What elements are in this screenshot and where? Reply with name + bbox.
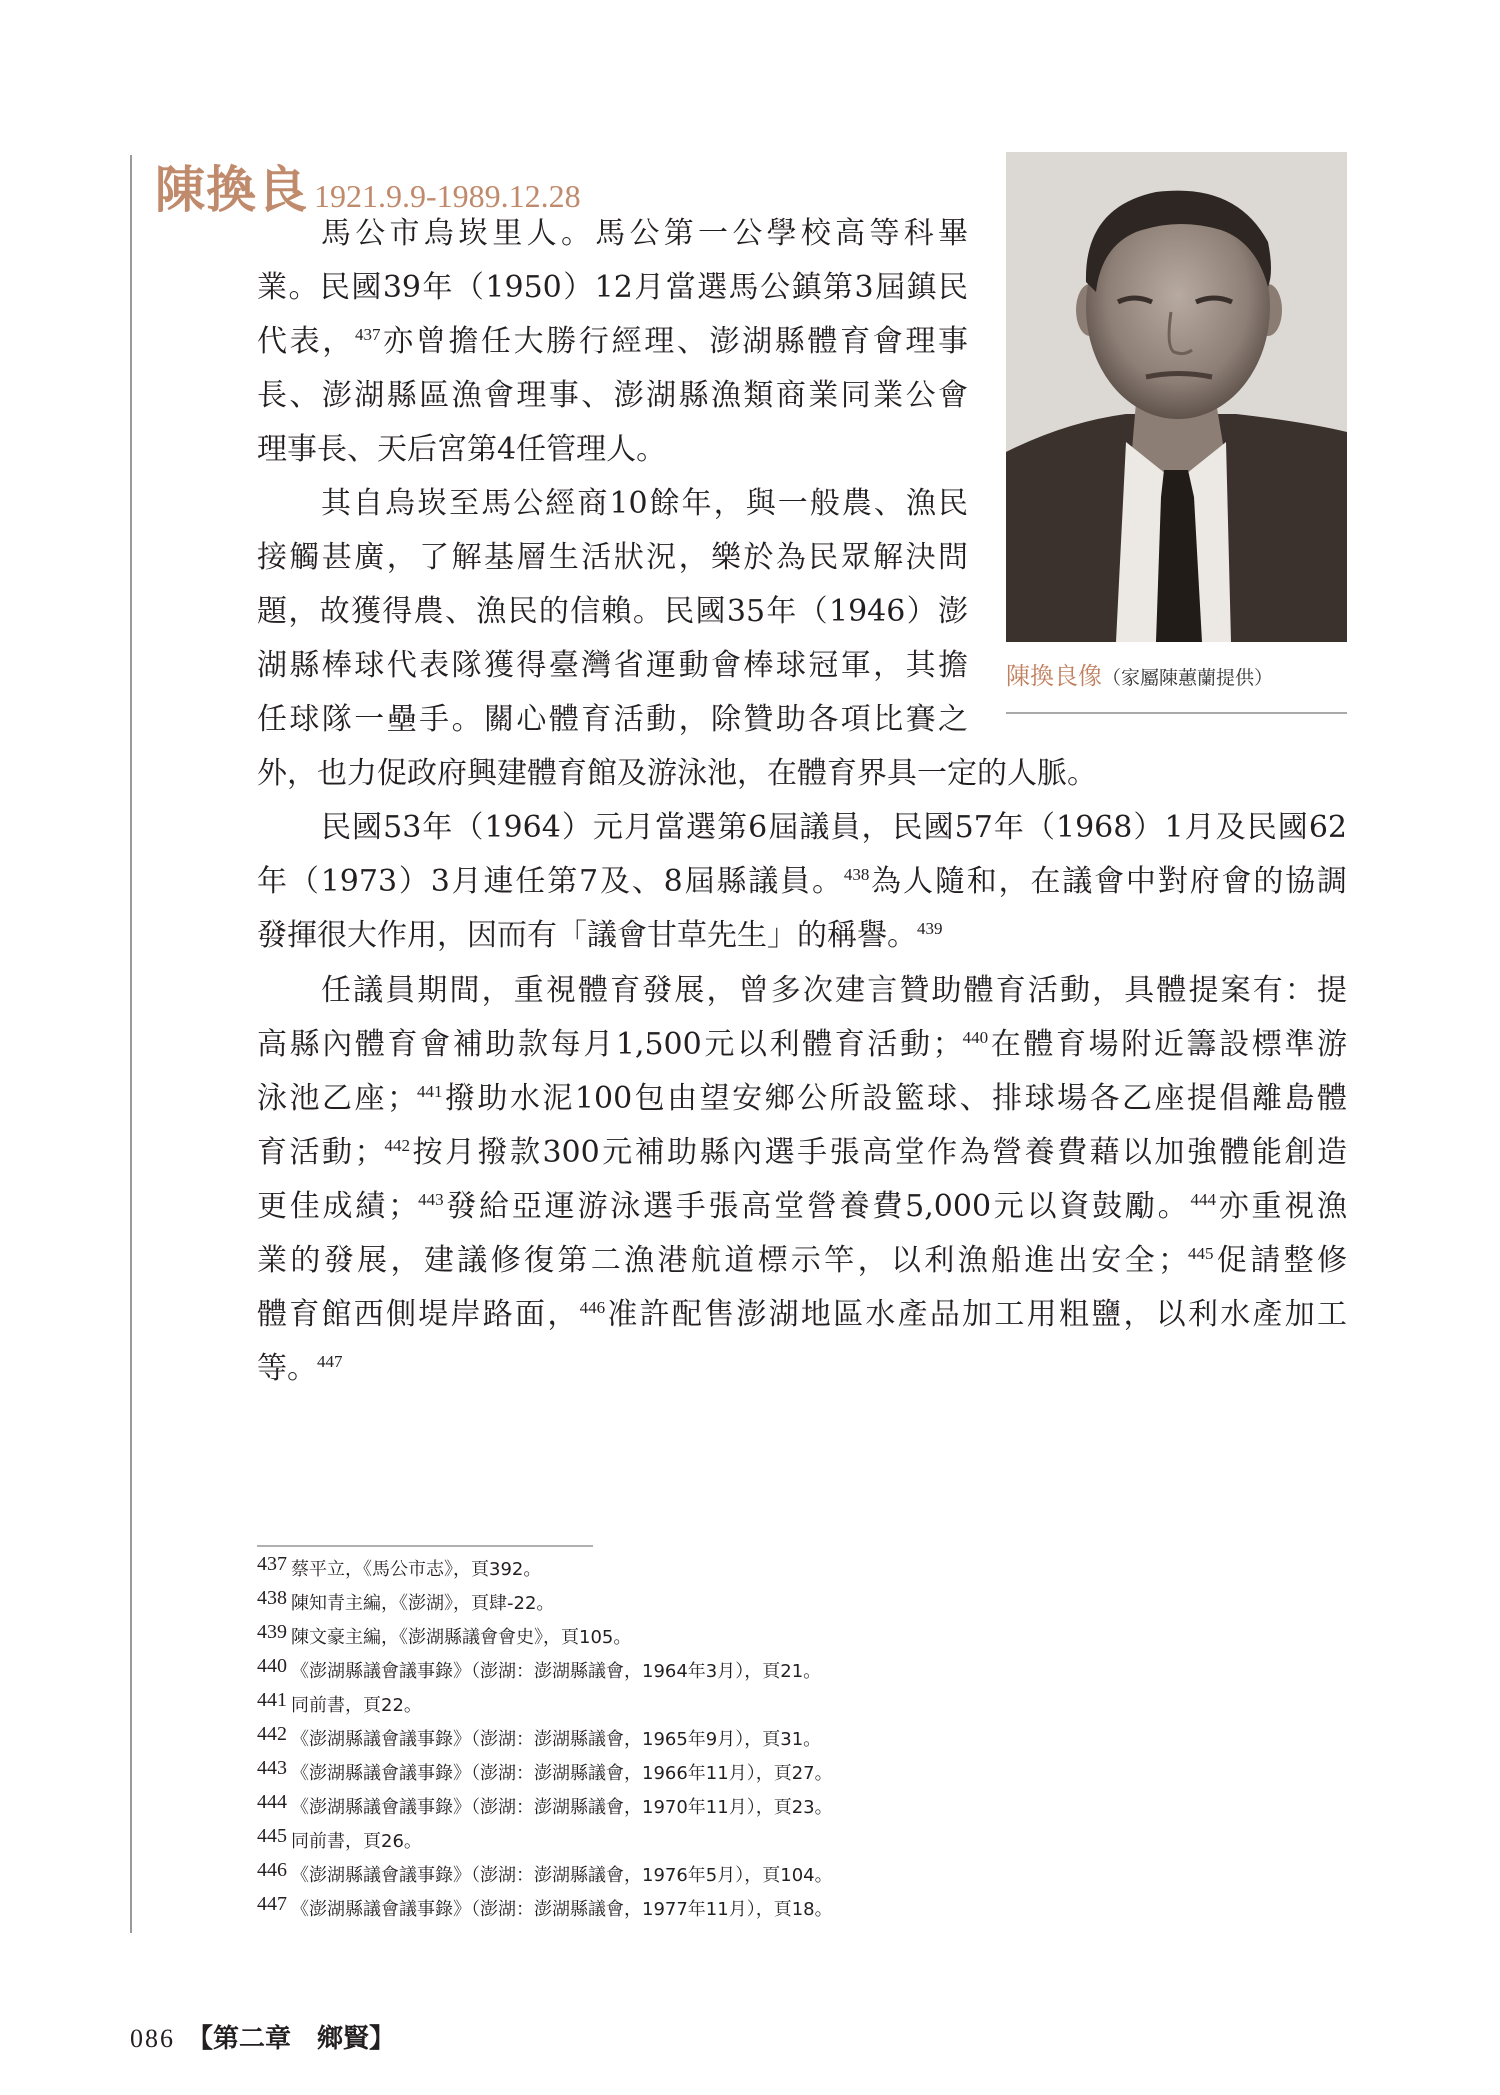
body-line [321, 216, 968, 252]
body-text: 理事長、天后宮第4任管理人。 [257, 432, 667, 467]
body-text: 代表， [257, 324, 355, 359]
footnote-ref: 446 [579, 1298, 606, 1317]
footnote-text: 《澎湖縣議會議事錄》（澎湖：澎湖縣議會，1964年3月），頁21。 [291, 1661, 822, 1682]
body-line [257, 432, 968, 468]
body-line [257, 540, 968, 576]
footnote [257, 1859, 833, 1889]
footnote-number: 439 [257, 1621, 287, 1643]
body-text: 等。 [257, 1351, 317, 1386]
footnote-ref: 438 [843, 865, 870, 884]
body-line [257, 1243, 1347, 1279]
entry-heading [155, 150, 581, 219]
footnote-text: 同前書，頁22。 [291, 1695, 422, 1716]
body-line [257, 1027, 1347, 1063]
body-text: 任議員期間，重視體育發展，曾多次建言贊助體育活動，具體提案有：提 [321, 973, 1347, 1008]
footnote-number: 438 [257, 1587, 287, 1609]
footnote [257, 1791, 833, 1821]
margin-rule [130, 155, 132, 1933]
footnote [257, 1689, 422, 1719]
footnote-text: 《澎湖縣議會議事錄》（澎湖：澎湖縣議會，1966年11月），頁27。 [291, 1763, 833, 1784]
caption-credit: （家屬陳蕙蘭提供） [1102, 667, 1274, 689]
life-dates: 1921.9.9-1989.12.28 [314, 178, 581, 214]
footnote-number: 441 [257, 1689, 287, 1711]
footnote-ref: 444 [1190, 1190, 1216, 1209]
body-line [321, 486, 968, 522]
footnote-number: 446 [257, 1859, 287, 1881]
footnote-number: 447 [257, 1893, 287, 1915]
body-text: 馬公市烏崁里人。馬公第一公學校高等科畢 [321, 216, 968, 251]
caption-rule [1006, 712, 1347, 714]
body-text: 亦重視漁 [1215, 1189, 1347, 1224]
body-line [321, 810, 1347, 846]
footnote [257, 1825, 422, 1855]
footnote-number: 445 [257, 1825, 287, 1847]
body-text: 發給亞運游泳選手張高堂營養費5,000元以資鼓勵。 [443, 1189, 1191, 1224]
footnote-number: 443 [257, 1757, 287, 1779]
body-text: 為人隨和，在議會中對府會的協調 [869, 864, 1347, 899]
body-line [257, 378, 968, 414]
body-line [257, 918, 1157, 954]
footnote-ref: 447 [317, 1352, 343, 1371]
footnote-ref: 440 [962, 1028, 989, 1047]
footnote-ref: 442 [384, 1136, 410, 1155]
body-line [257, 1297, 1347, 1333]
caption-title: 陳換良像 [1006, 662, 1102, 690]
footnote-text: 同前書，頁26。 [291, 1831, 422, 1852]
footnote [257, 1757, 833, 1787]
body-text: 在體育場附近籌設標準游 [988, 1027, 1347, 1062]
body-text: 業的發展，建議修復第二漁港航道標示竿，以利漁船進出安全； [257, 1243, 1189, 1278]
body-text: 年（1973）3月連任第7及、8屆縣議員。 [257, 864, 844, 899]
footnote-text: 《澎湖縣議會議事錄》（澎湖：澎湖縣議會，1965年9月），頁31。 [291, 1729, 822, 1750]
body-line [257, 594, 968, 630]
photo-caption [1006, 656, 1273, 691]
footnote-number: 437 [257, 1553, 287, 1575]
body-text: 撥助水泥100包由望安鄉公所設籃球、排球場各乙座提倡離島體 [442, 1081, 1347, 1116]
body-text: 亦曾擔任大勝行經理、澎湖縣體育會理事 [380, 324, 968, 359]
body-text: 育活動； [257, 1135, 385, 1170]
body-line [321, 973, 1347, 1009]
body-text: 外，也力促政府興建體育館及游泳池，在體育界具一定的人脈。 [257, 756, 1097, 791]
footnote [257, 1621, 632, 1651]
body-line [257, 648, 968, 684]
footnote [257, 1893, 833, 1923]
body-text: 其自烏崁至馬公經商10餘年，與一般農、漁民 [321, 486, 968, 521]
footnote-text: 《澎湖縣議會議事錄》（澎湖：澎湖縣議會，1970年11月），頁23。 [291, 1797, 833, 1818]
body-line [257, 1135, 1347, 1171]
footnote-ref: 441 [416, 1082, 443, 1101]
body-text: 長、澎湖縣區漁會理事、澎湖縣漁類商業同業公會 [257, 378, 968, 413]
page-footer [130, 2018, 395, 2055]
footnote [257, 1723, 822, 1753]
body-text: 民國53年（1964）元月當選第6屆議員，民國57年（1968）1月及民國62 [321, 810, 1347, 845]
body-text: 湖縣棒球代表隊獲得臺灣省運動會棒球冠軍，其擔 [257, 648, 968, 683]
body-text: 泳池乙座； [257, 1081, 417, 1116]
portrait-illustration [1006, 152, 1347, 642]
footnote-text: 蔡平立，《馬公市志》，頁392。 [291, 1559, 542, 1580]
body-text: 發揮很大作用，因而有「議會甘草先生」的稱譽。 [257, 918, 917, 953]
body-text: 更佳成績； [257, 1189, 419, 1224]
body-text: 題，故獲得農、漁民的信賴。民國35年（1946）澎 [257, 594, 968, 629]
body-line [257, 702, 968, 738]
footnote-rule [257, 1545, 593, 1547]
page-number: 086 [130, 2024, 175, 2053]
body-text: 按月撥款300元補助縣內選手張高堂作為營養費藉以加強體能創造 [409, 1135, 1347, 1170]
body-text: 高縣內體育會補助款每月1,500元以利體育活動； [257, 1027, 963, 1062]
body-text: 體育館西側堤岸路面， [257, 1297, 580, 1332]
body-line [257, 324, 968, 360]
body-text: 任球隊一壘手。關心體育活動，除贊助各項比賽之 [257, 702, 968, 737]
footnote-number: 444 [257, 1791, 287, 1813]
footnote-number: 442 [257, 1723, 287, 1745]
body-line [257, 1351, 657, 1387]
footnote-ref: 445 [1188, 1244, 1214, 1263]
body-line [257, 270, 968, 306]
body-text: 接觸甚廣，了解基層生活狀況，樂於為民眾解決問 [257, 540, 968, 575]
person-name: 陳換良 [155, 160, 308, 219]
footnote-text: 陳知青主編，《澎湖》，頁肆-22。 [291, 1593, 555, 1614]
footnote-number: 440 [257, 1655, 287, 1677]
footnote-text: 《澎湖縣議會議事錄》（澎湖：澎湖縣議會，1976年5月），頁104。 [291, 1865, 833, 1886]
body-text: 促請整修 [1213, 1243, 1347, 1278]
footnote-text: 陳文豪主編，《澎湖縣議會會史》，頁105。 [291, 1627, 632, 1648]
footnote-ref: 437 [354, 325, 381, 344]
body-text: 准許配售澎湖地區水產品加工用粗鹽，以利水產加工 [605, 1297, 1347, 1332]
body-line [257, 1189, 1347, 1225]
body-line [257, 756, 1157, 792]
footnote-ref: 439 [917, 919, 943, 938]
body-text: 業。民國39年（1950）12月當選馬公鎮第3屆鎮民 [257, 270, 968, 305]
footnote-ref: 443 [418, 1190, 444, 1209]
body-line [257, 1081, 1347, 1117]
footnote [257, 1587, 555, 1617]
chapter-label: 【第二章 鄉賢】 [187, 2024, 396, 2054]
footnote [257, 1553, 542, 1583]
footnote [257, 1655, 822, 1685]
body-line [257, 864, 1347, 900]
footnote-text: 《澎湖縣議會議事錄》（澎湖：澎湖縣議會，1977年11月），頁18。 [291, 1899, 833, 1920]
portrait-photo [1006, 152, 1347, 642]
